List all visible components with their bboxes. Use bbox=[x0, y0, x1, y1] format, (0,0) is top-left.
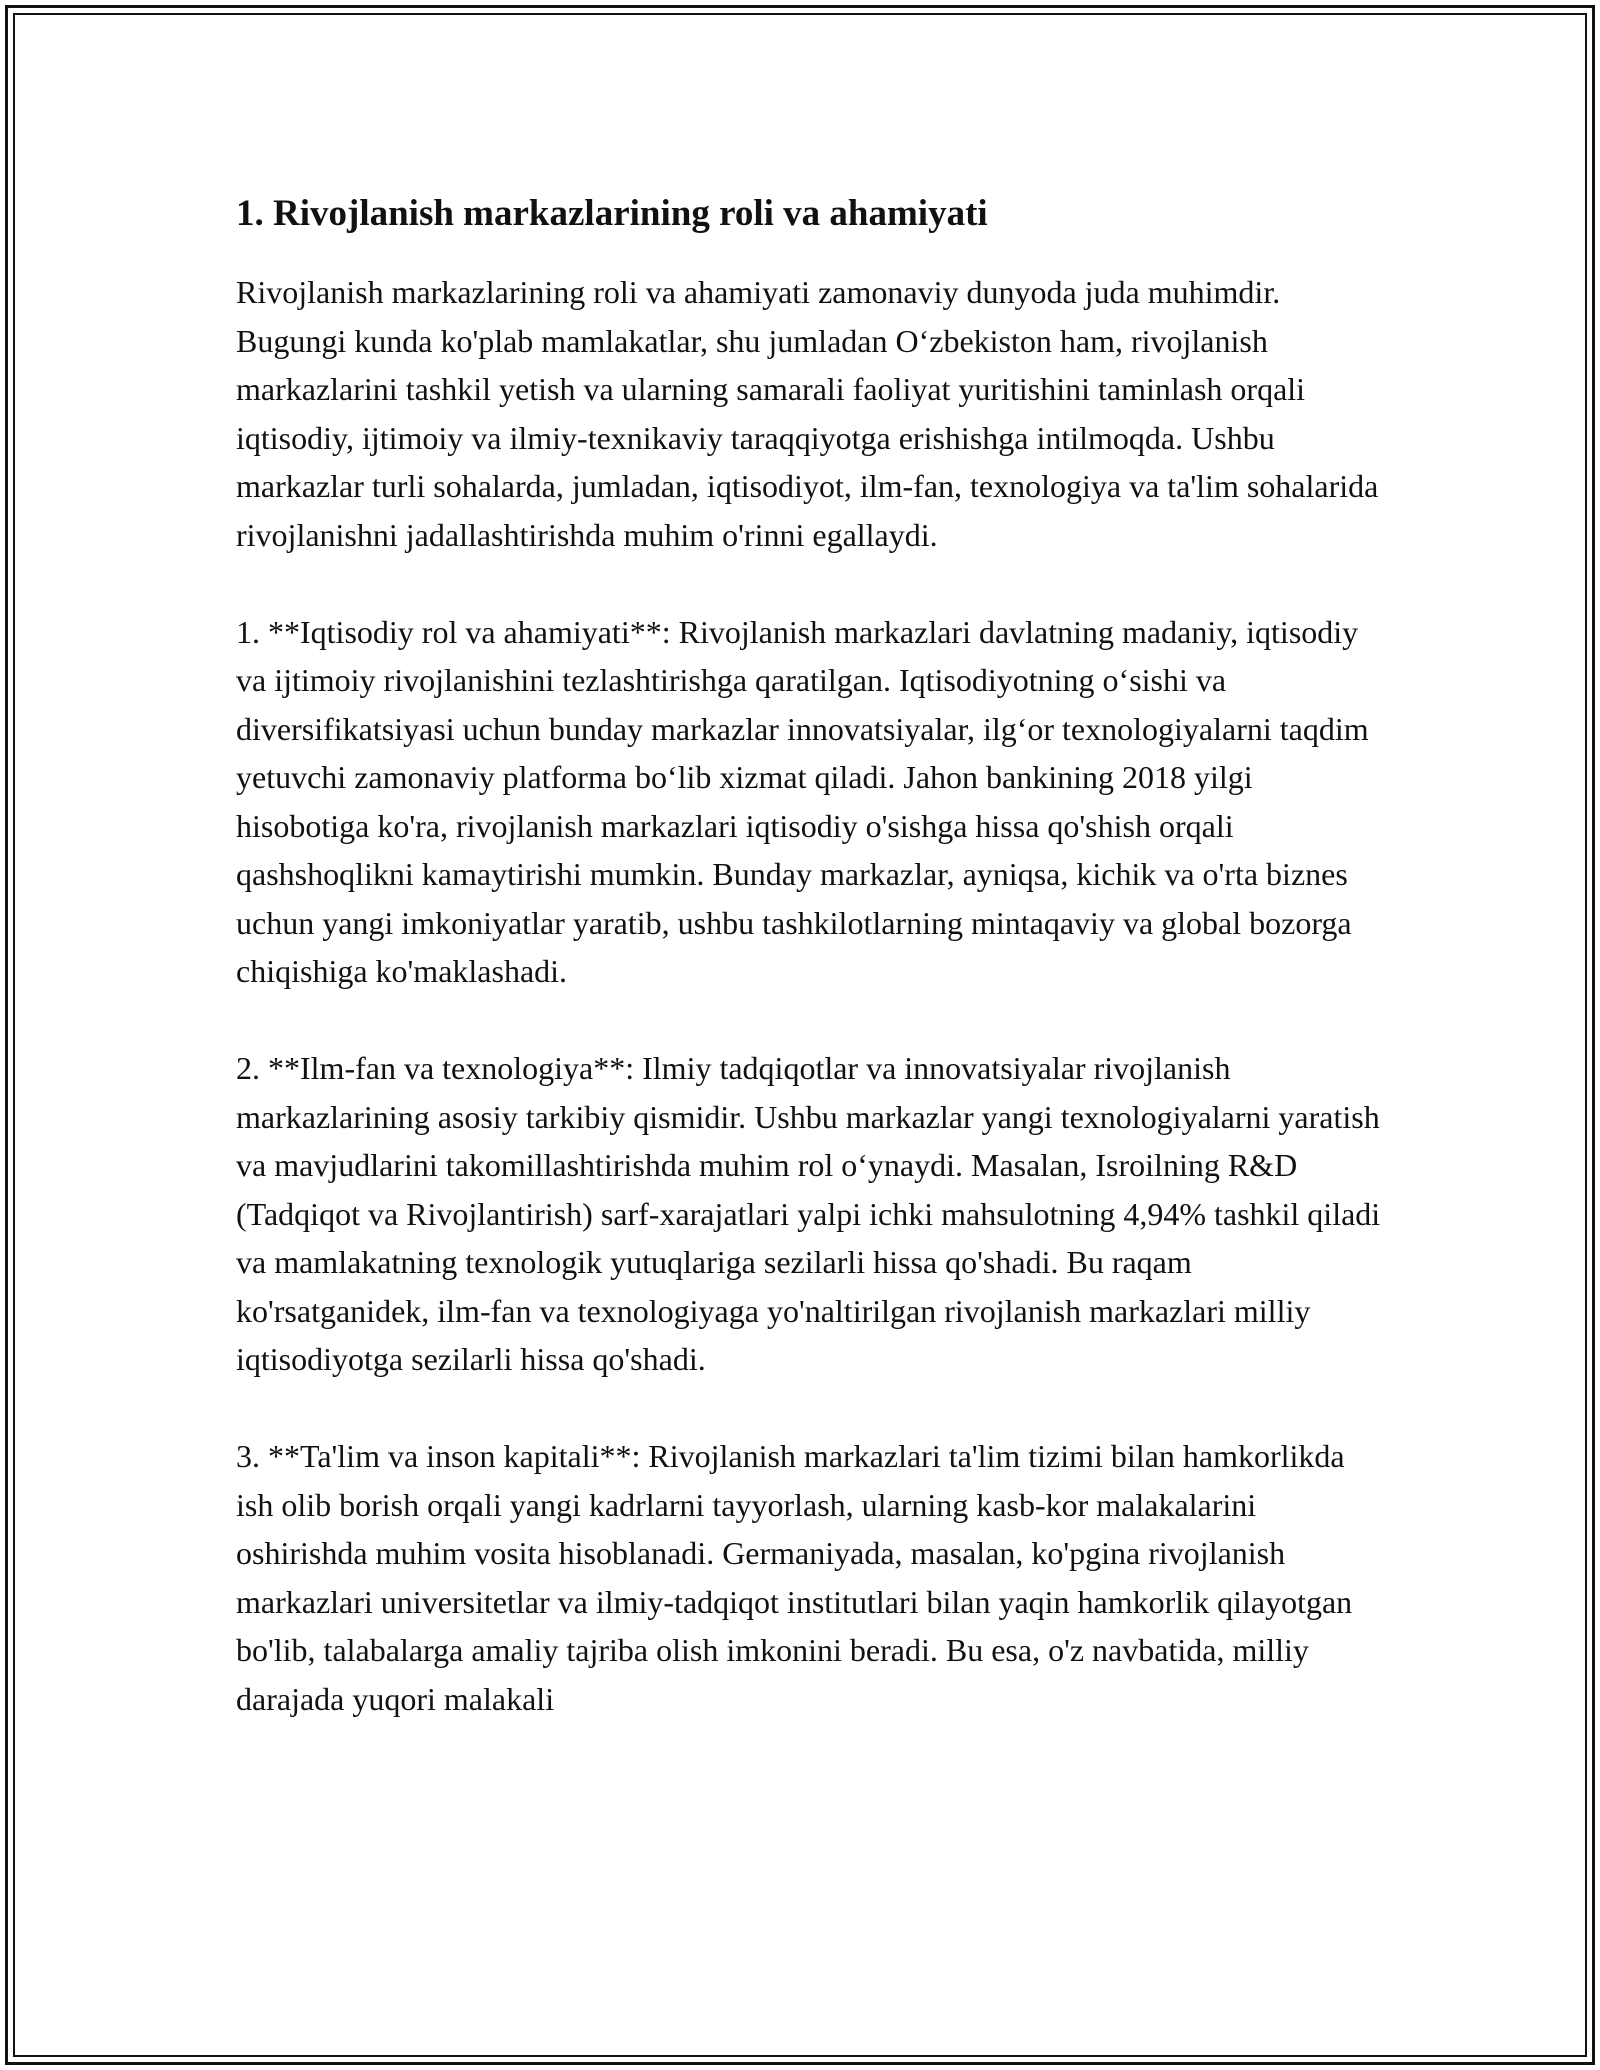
document-body bbox=[236, 190, 1389, 1723]
economic-role-paragraph: 1. **Iqtisodiy rol va ahamiyati**: Rivojlanish markazlari davlatning madaniy, iqtisodiy va ijtimoiy rivojlanishini tezlashtirishga qaratilgan. Iqtisodiyotning o‘sishi va diversifikatsiyasi uchun bunday markazlar innovatsiyalar, ilg‘or texnologiyalarni taqdim yetuvchi zamonaviy platforma bo‘lib xizmat qiladi. Jahon bankining 2018 yilgi hisobotiga ko'ra, rivojlanish markazlari iqtisodiy o'sishga hissa qo'shish orqali qashshoqlikni kamaytirishi mumkin. Bunday markazlar, ayniqsa, kichik va o'rta biznes uchun yangi imkoniyatlar yaratib, ushbu tashkilotlarning mintaqaviy va global bozorga chiqishiga ko'maklashadi. bbox=[236, 613, 1377, 989]
section-heading: 1. Rivojlanish markazlarining roli va ahamiyati bbox=[236, 193, 988, 234]
science-technology-paragraph: 2. **Ilm-fan va texnologiya**: Ilmiy tadqiqotlar va innovatsiyalar rivojlanish markazlarining asosiy tarkibiy qismidir. Ushbu markazlar yangi texnologiyalarni yaratish va mavjudlarini takomillashtirishda muhim rol o‘ynaydi. Masalan, Isroilning R&D (Tadqiqot va Rivojlantirish) sarf-xarajatlari yalpi ichki mahsulotning 4,94% tashkil qiladi va mamlakatning texnologik yutuqlariga sezilarli hissa qo'shadi. Bu raqam ko'rsatganidek, ilm-fan va texnologiyaga yo'naltirilgan rivojlanish markazlari milliy iqtisodiyotga sezilarli hissa qo'shadi. bbox=[236, 1050, 1389, 1377]
intro-paragraph: Rivojlanish markazlarining roli va ahamiyati zamonaviy dunyoda juda muhimdir. Bugungi kunda ko'plab mamlakatlar, shu jumladan O‘zbekiston ham, rivojlanish markazlarini tashkil yetish va ularning samarali faoliyat yuritishini taminlash orqali iqtisodiy, ijtimoiy va ilmiy-texnikaviy taraqqiyotga erishishga intilmoqda. Ushbu markazlar turli sohalarda, jumladan, iqtisodiyot, ilm-fan, texnologiya va ta'lim sohalarida rivojlanishni jadallashtirishda muhim o'rinni egallaydi. bbox=[236, 274, 1387, 553]
education-paragraph: 3. **Ta'lim va inson kapitali**: Rivojlanish markazlari ta'lim tizimi bilan hamkorlikda ish olib borish orqali yangi kadrlarni tayyorlash, ularning kasb-kor malakalarini oshirishda muhim vosita hisoblanadi. Germaniyada, masalan, ko'pgina rivojlanish markazlari universitetlar va ilmiy-tadqiqot institutlari bilan yaqin hamkorlik qilayotgan bo'lib, talabalarga amaliy tajriba olish imkonini beradi. Bu esa, o'z navbatida, milliy darajada yuqori malakali bbox=[236, 1438, 1361, 1717]
